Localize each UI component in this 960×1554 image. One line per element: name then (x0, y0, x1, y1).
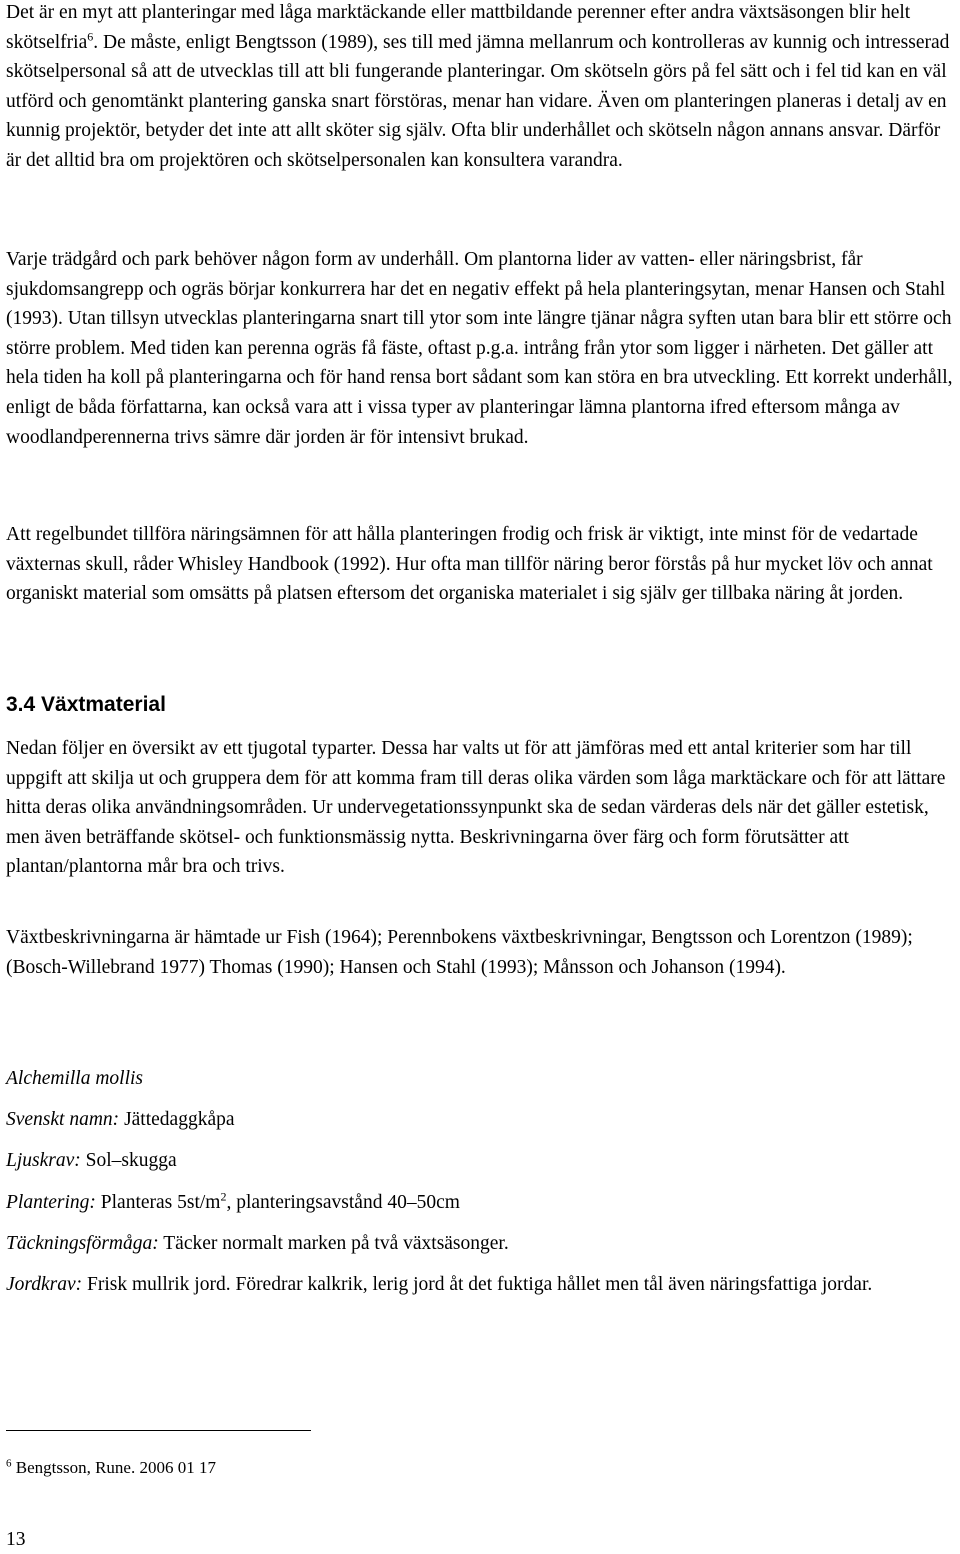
field-label: Plantering: (6, 1191, 96, 1213)
paragraph-myth-maintenance (6, 0, 956, 176)
plant-latin-name: Alchemilla mollis (6, 1068, 144, 1089)
field-label: Ljuskrav: (6, 1150, 81, 1172)
field-label: Täckningsförmåga: (6, 1232, 159, 1254)
page-number: 13 (6, 1529, 26, 1550)
field-label: Svenskt namn: (6, 1109, 120, 1131)
paragraph-overview: Nedan följer en översikt av ett tjugotal typarter. Dessa har valts ut för att jämföras med ett antal kriterier som har till uppgift att skilja ut och gruppera dem för att komma fram till deras olika värden som låga marktäckare och för att lättare hitta deras olika användningsområden. Ur undervegetationssynpunkt ska de sedan värderas dels när det gäller estetisk, men även beträffande skötsel- och funktionsmässig nytta. Beskrivningarna över färg och form förutsätter att plantan/plantorna mår bra och trivs. (6, 738, 946, 878)
field-value: Jättedaggkåpa (119, 1109, 235, 1131)
plant-swedish-name (6, 1105, 956, 1135)
superscript: 2 (220, 1189, 227, 1204)
field-value: Sol–skugga (80, 1150, 177, 1172)
paragraph-text: . De måste, enligt Bengtsson (1989), ses till med jämna mellanrum och kontrolleras av kunnig och intresserad skötselpersonal så att de utvecklas till att bli fungerande planteringar. Om skötseln görs på fel sätt och i fel tid kan en väl utförd och genomtänkt plantering ganska snart förstöras, menar han vidare. Även om planteringen planeras i detalj av en kunnig projektör, betyder det inte att allt sköter sig själv. Ofta blir underhållet och skötseln någon annans ansvar. Därför är det alltid bra om projektören och skötselpersonalen kan konsultera varandra. (6, 31, 950, 171)
field-label: Jordkrav: (6, 1273, 83, 1295)
field-value: Frisk mullrik jord. Föredrar kalkrik, lerig jord åt det fuktiga hållet men tål även näringsfattiga jordar. (82, 1273, 873, 1295)
plant-light (6, 1146, 956, 1176)
plant-soil (6, 1270, 956, 1300)
plant-coverage (6, 1229, 956, 1259)
paragraph-text: Det är en myt att planteringar med låga marktäckande eller mattbildande perenner efter andra växtsäsongen blir helt skötselfria (6, 2, 911, 53)
field-value: , planteringsavstånd 40–50cm (226, 1191, 460, 1213)
field-value: Planteras 5st/m (95, 1191, 221, 1213)
field-value: Täcker normalt marken på två växtsäsonger. (158, 1232, 509, 1254)
footnote-number: 6 (6, 1457, 12, 1470)
plant-planting (6, 1188, 956, 1218)
footnote-text: Bengtsson, Rune. 2006 01 17 (11, 1458, 216, 1477)
footnote (6, 1456, 216, 1480)
paragraph-sources: Växtbeskrivningarna är hämtade ur Fish (1964); Perennbokens växtbeskrivningar, Bengtsson och Lorentzon (1989); (Bosch-Willebrand 1977) Thomas (1990); Hansen och Stahl (1993); Månsson och Johanson (1994). (6, 927, 913, 978)
paragraph-maintenance-need: Varje trädgård och park behöver någon form av underhåll. Om plantorna lider av vatten- eller näringsbrist, får sjukdomsangrepp och ogräs börjar konkurrera har det en negativ effekt på hela planteringsytan, menar Hansen och Stahl (1993). Utan tillsyn utvecklas planteringarna snart till ytor som inte längre tjänar några syften utan bara blir ett större och större problem. Med tiden kan perenna ogräs få fäste, oftast p.g.a. intrång från ytor som ligger i närheten. Det gäller att hela tiden ha koll på planteringarna och för hand rensa bort sådant som kan störa en bra utveckling. Ett korrekt underhåll, enligt de båda författarna, kan också vara att i vissa typer av planteringar lämna plantorna ifred eftersom många av woodlandperennerna trivs sämre där jorden är för intensivt brukad. (6, 249, 953, 448)
plant-description (6, 1064, 956, 1311)
footnote-divider (6, 1430, 311, 1431)
section-heading: 3.4 Växtmaterial (6, 693, 166, 716)
footnote-reference: 6 (87, 29, 94, 44)
paragraph-nutrients: Att regelbundet tillföra näringsämnen för att hålla planteringen frodig och frisk är viktigt, inte minst för de vedartade växternas skull, råder Whisley Handbook (1992). Hur ofta man tillför näring beror förstås på hur mycket löv och annat organiskt material som omsätts på platsen eftersom det organiska materialet i sig själv ger tillbaka näring åt jorden. (6, 524, 933, 605)
